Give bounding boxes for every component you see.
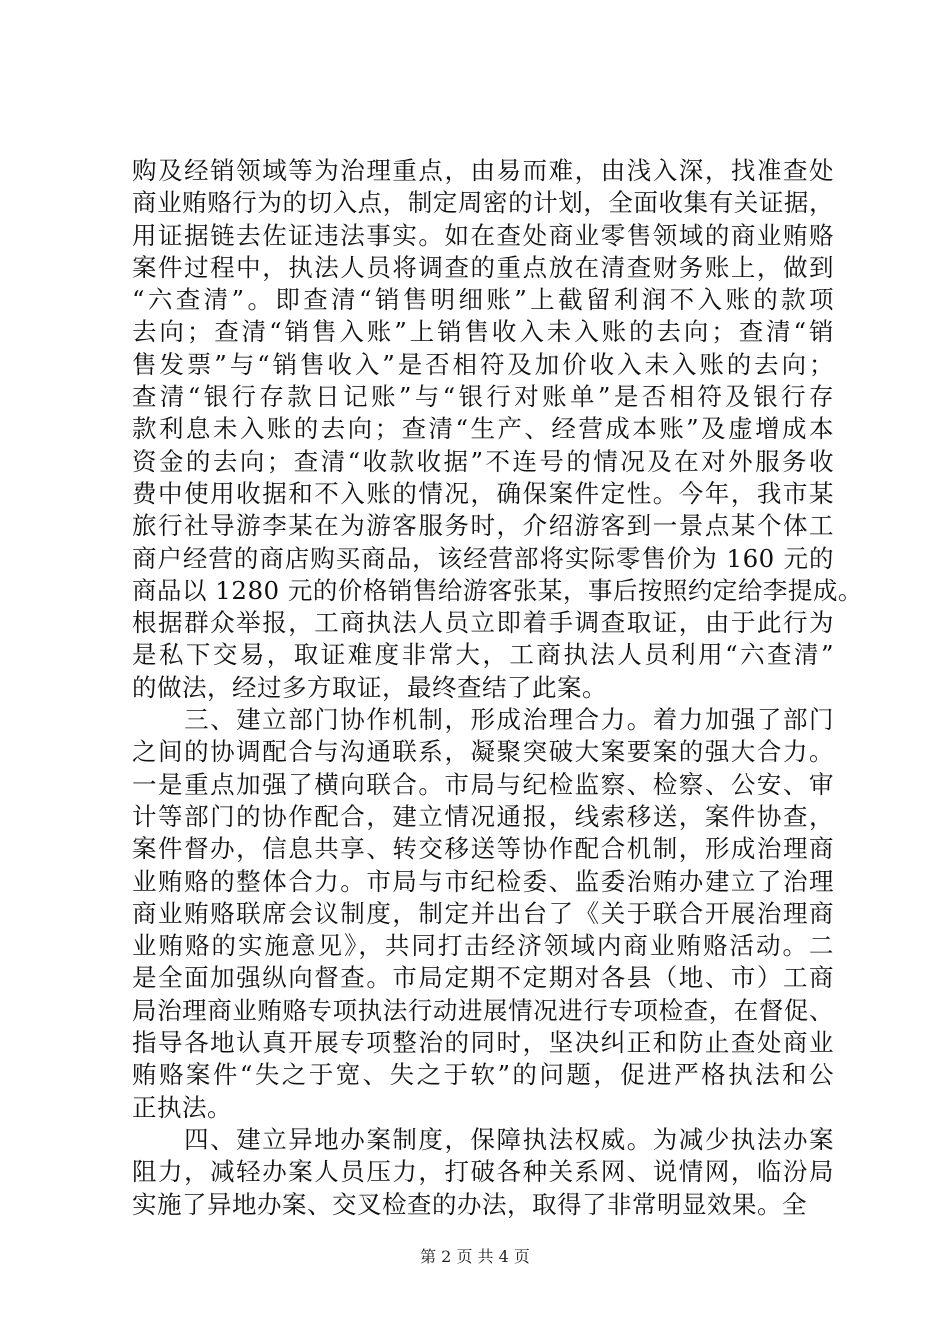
text-line: 查清“银行存款日记账”与“银行对账单”是否相符及银行存 (132, 382, 834, 412)
text-line: 是全面加强纵向督查。市局定期不定期对各县（地、市）工商 (132, 963, 834, 993)
text-line: 计等部门的协作配合，建立情况通报，线索移送，案件协查， (132, 801, 834, 831)
text-line: 款利息未入账的去向；查清“生产、经营成本账”及虚增成本 (132, 414, 834, 444)
text-line: 费中使用收据和不入账的情况，确保案件定性。今年，我市某 (132, 478, 834, 508)
body-text (132, 155, 863, 1221)
text-line: 旅行社导游李某在为游客服务时，介绍游客到一景点某个体工 (132, 511, 834, 541)
text-line: 用证据链去佐证违法事实。如在查处商业零售领域的商业贿赂 (132, 220, 834, 250)
text-line: 售发票”与“销售收入”是否相符及加价收入未入账的去向； (132, 349, 834, 379)
text-line: 去向；查清“销售入账”上销售收入未入账的去向；查清“销 (132, 317, 834, 347)
text-line: 一是重点加强了横向联合。市局与纪检监察、检察、公安、审 (132, 769, 834, 799)
text-line: 贿赂案件“失之于宽、失之于软”的问题，促进严格执法和公 (132, 1060, 834, 1090)
text-line: 资金的去向；查清“收款收据”不连号的情况及在对外服务收 (132, 446, 834, 476)
text-line: 阻力，减轻办案人员压力，打破各种关系网、说情网，临汾局 (132, 1157, 834, 1187)
text-line: 商业贿赂联席会议制度，制定并出台了《关于联合开展治理商 (132, 898, 834, 928)
text-line: 实施了异地办案、交叉检查的办法，取得了非常明显效果。全 (132, 1189, 807, 1219)
text-line: 商品以 1280 元的价格销售给游客张某，事后按照约定给李提成。 (132, 575, 863, 605)
text-line: “六查清”。即查清“销售明细账”上截留利润不入账的款项 (132, 285, 834, 315)
page-footer: 第 2 页 共 4 页 (420, 1247, 530, 1266)
text-line: 案件过程中，执法人员将调查的重点放在清查财务账上，做到 (132, 252, 834, 282)
text-line: 指导各地认真开展专项整治的同时，坚决纠正和防止查处商业 (132, 1028, 834, 1058)
text-line: 之间的协调配合与沟通联系，凝聚突破大案要案的强大合力。 (132, 737, 834, 767)
text-line: 业贿赂的整体合力。市局与市纪检委、监委治贿办建立了治理 (132, 866, 834, 896)
text-line: 根据群众举报，工商执法人员立即着手调查取证，由于此行为 (132, 608, 834, 638)
text-line: 局治理商业贿赂专项执法行动进展情况进行专项检查，在督促、 (132, 995, 834, 1025)
text-line: 案件督办，信息共享、转交移送等协作配合机制，形成治理商 (132, 834, 834, 864)
text-line: 的做法，经过多方取证，最终查结了此案。 (132, 672, 607, 702)
text-line: 四、建立异地办案制度，保障执法权威。为减少执法办案 (132, 1124, 834, 1154)
text-line: 商业贿赂行为的切入点，制定周密的计划，全面收集有关证据， (132, 188, 834, 218)
text-line: 是私下交易，取证难度非常大，工商执法人员利用“六查清” (132, 640, 834, 670)
text-line: 商户经营的商店购买商品，该经营部将实际零售价为 160 元的 (132, 543, 834, 573)
text-line: 业贿赂的实施意见》，共同打击经济领域内商业贿赂活动。二 (132, 931, 834, 961)
text-line: 正执法。 (132, 1092, 232, 1122)
text-line: 三、建立部门协作机制，形成治理合力。着力加强了部门 (132, 705, 834, 735)
text-line: 购及经销领域等为治理重点，由易而难，由浅入深，找准查处 (132, 156, 834, 185)
